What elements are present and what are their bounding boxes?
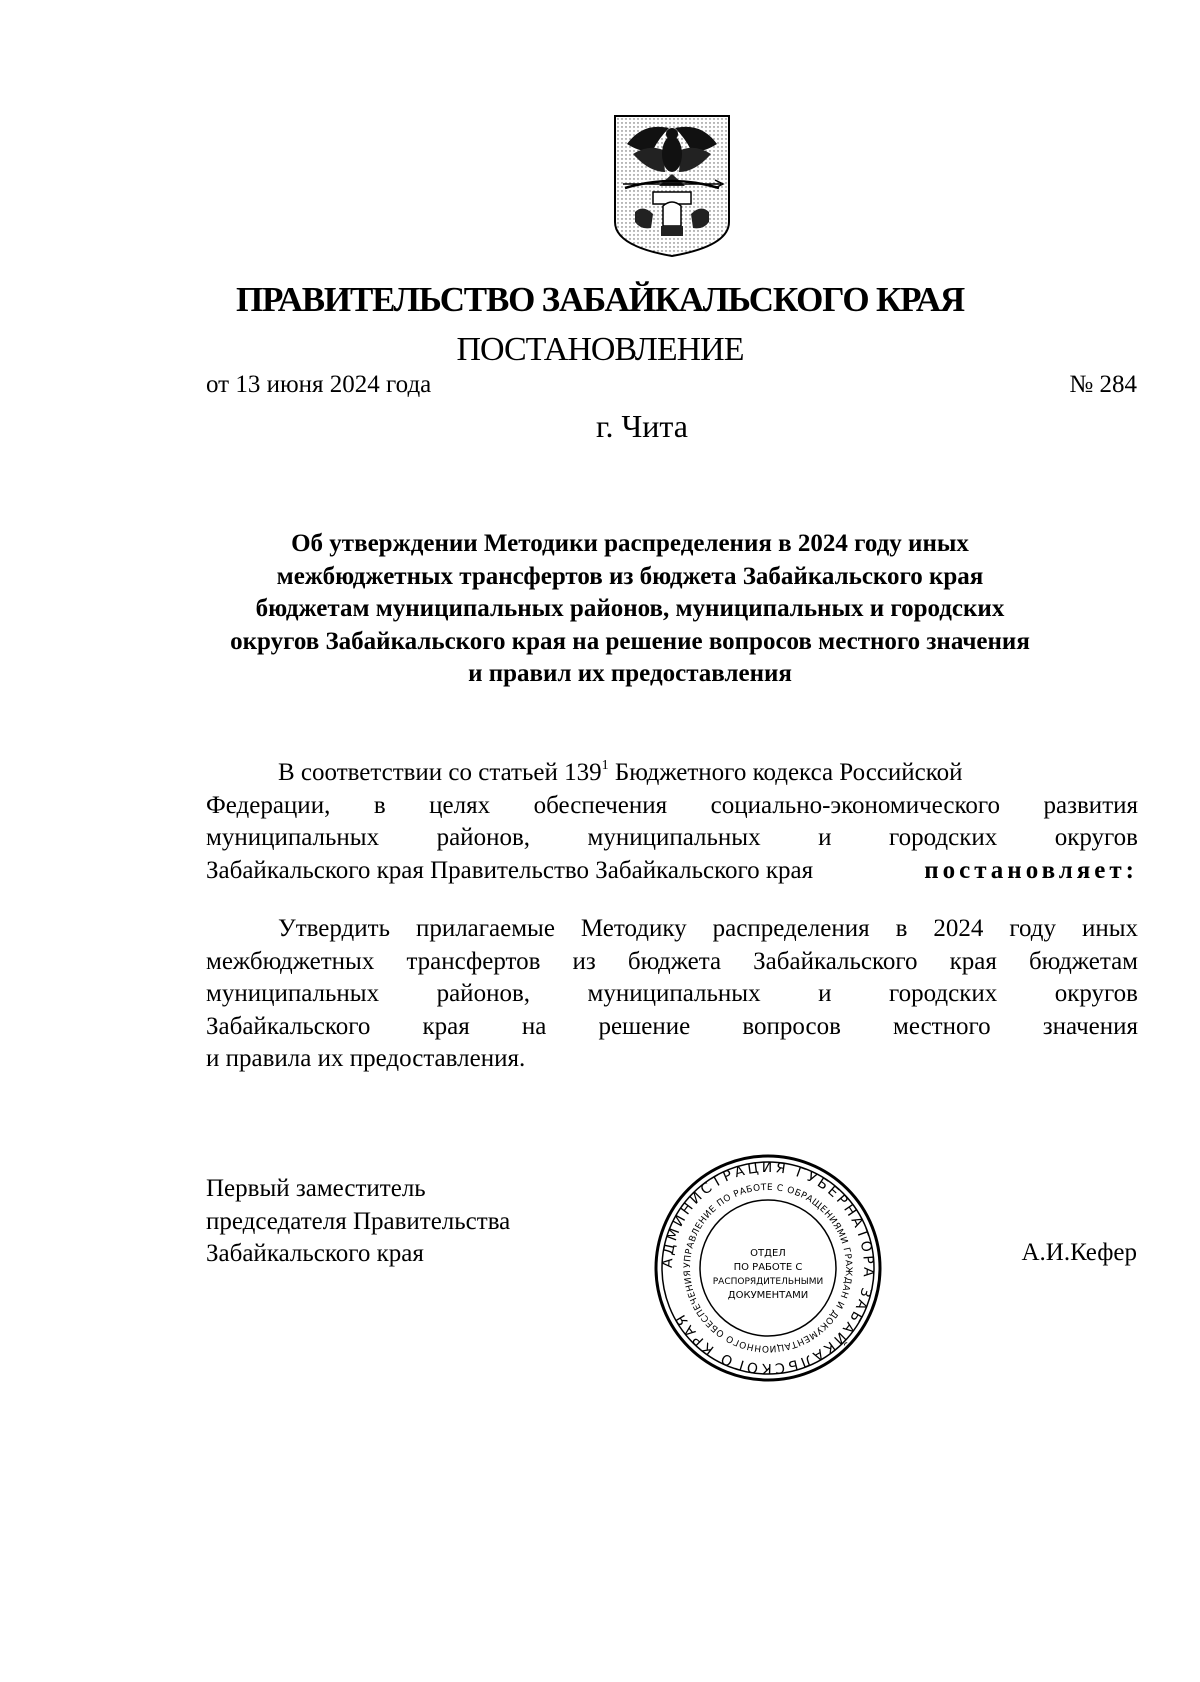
paragraph-text: Забайкальского края на решение вопросов местного значения <box>206 1012 1138 1040</box>
heading-line: межбюджетных трансфертов из бюджета Забайкальского края <box>276 562 984 590</box>
document-heading <box>150 528 1110 691</box>
paragraph-line <box>206 790 1138 823</box>
stamp-outer-text: АДМИНИСТРАЦИЯ ГУБЕРНАТОРА ЗАБАЙКАЛЬСКОГО КРАЯ <box>659 1159 877 1377</box>
paragraph-text: муниципальных районов, муниципальных и городских округов <box>206 824 1138 851</box>
signer-title <box>206 1173 510 1271</box>
document-number: № 284 <box>1069 371 1137 398</box>
official-stamp-icon <box>652 1152 884 1384</box>
superscript: 1 <box>601 758 609 773</box>
signer-line: председателя Правительства <box>206 1207 511 1235</box>
paragraph-text: Бюджетного кодекса Российской <box>608 759 963 786</box>
paragraph-line <box>206 822 1138 855</box>
paragraph-resolution <box>206 913 1138 1076</box>
paragraph-line <box>206 1011 1138 1044</box>
signer-line: Первый заместитель <box>206 1175 426 1202</box>
paragraph-line <box>206 757 1138 790</box>
paragraph-line <box>206 913 1138 946</box>
signer-name: А.И.Кефер <box>1021 1239 1137 1266</box>
paragraph-line <box>206 1043 1138 1076</box>
heading-line: и правил их предоставления <box>468 660 792 687</box>
paragraph-text: Забайкальского края Правительство Забайкальского края <box>206 856 814 884</box>
heading-line: округов Забайкальского края на решение вопросов местного значения <box>230 627 1030 655</box>
government-title: ПРАВИТЕЛЬСТВО ЗАБАЙКАЛЬСКОГО КРАЯ <box>235 280 965 319</box>
stamp-inner-text: УПРАВЛЕНИЕ ПО РАБОТЕ С ОБРАЩЕНИЯМИ ГРАЖДАН И ДОКУМЕНТАЦИОННОГО ОБЕСПЕЧЕНИЯ <box>682 1182 854 1354</box>
paragraph-line <box>206 946 1138 979</box>
heading-line: Об утверждении Методики распределения в 2024 году иных <box>291 530 969 557</box>
stamp-center-line: ПО РАБОТЕ С <box>733 1262 803 1273</box>
stamp-center-line: ОТДЕЛ <box>750 1248 786 1259</box>
paragraph-text: муниципальных районов, муниципальных и городских округов <box>206 980 1138 1007</box>
coat-of-arms-icon <box>613 114 731 258</box>
signer-line: Забайкальского края <box>206 1240 424 1267</box>
document-city: г. Чита <box>595 408 688 444</box>
paragraph-preamble <box>206 757 1138 887</box>
document-date: от 13 июня 2024 года <box>206 371 432 398</box>
paragraph-line <box>206 978 1138 1011</box>
document-type: ПОСТАНОВЛЕНИЕ <box>456 331 744 368</box>
paragraph-text: межбюджетных трансфертов из бюджета Забайкальского края бюджетам <box>206 947 1138 975</box>
paragraph-line <box>206 855 1138 888</box>
paragraph-text: Федерации, в целях обеспечения социально-экономического развития <box>206 791 1138 819</box>
paragraph-text: В соответствии со статьей 139 <box>278 759 602 786</box>
resolution-keyword: постановляет: <box>924 856 1138 884</box>
stamp-center-line: РАСПОРЯДИТЕЛЬНЫМИ <box>712 1277 824 1287</box>
heading-line: бюджетам муниципальных районов, муниципальных и городских <box>255 595 1005 622</box>
paragraph-text: и правила их предоставления. <box>206 1045 526 1072</box>
paragraph-text: Утвердить прилагаемые Методику распределения в 2024 году иных <box>278 915 1138 942</box>
stamp-center-line: ДОКУМЕНТАМИ <box>727 1290 809 1301</box>
